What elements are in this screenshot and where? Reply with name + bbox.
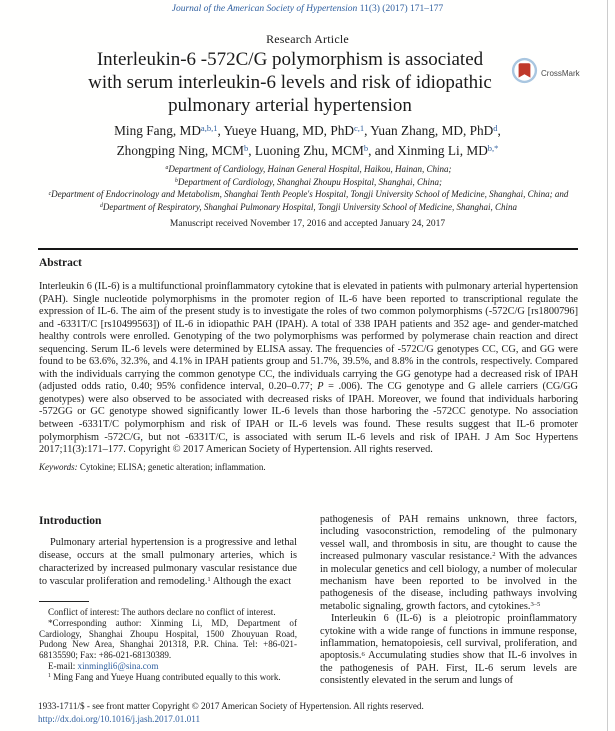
page-title bbox=[60, 48, 520, 117]
footnote-corresponding-author: *Corresponding author: Xinming Li, MD, Department of Cardiology, Shanghai Zhoupu Hospital, 1500 Zhouyuan Road, Pudong New Area, Shanghai 201318, P.R. China. Tel: +86-021-68135590; Fax: +86-021-68130389. bbox=[39, 617, 297, 661]
footnote-equal-contribution: $^1$ Ming Fang and Yueye Huang contributed equally to this work. bbox=[48, 671, 281, 682]
affiliation-b: $^b$Department of Cardiology, Shanghai Zhoupu Hospital, Shanghai, China; bbox=[174, 176, 443, 187]
footnote-conflict-of-interest: Conflict of interest: The authors declare no conflict of interest. bbox=[48, 607, 276, 617]
title-line-1: Interleukin-6 -572C/G polymorphism is associated bbox=[96, 49, 484, 70]
journal-citation: 11(3) (2017) 171–177 bbox=[357, 4, 444, 14]
crossmark-icon bbox=[511, 57, 538, 89]
abstract-divider-rule bbox=[38, 248, 578, 250]
crossmark-badge[interactable] bbox=[511, 57, 580, 89]
right-column bbox=[320, 514, 577, 688]
affiliation-d: $^d$Department of Respiratory, Shanghai Pulmonary Hospital, Tongji University School of Medicine, Shanghai, China bbox=[99, 201, 517, 212]
journal-name: Journal of the American Society of Hypertension bbox=[171, 4, 358, 14]
page-footer bbox=[38, 700, 578, 726]
abstract-text: Interleukin 6 (IL-6) is a multifunctional proinflammatory cytokine that is elevated in patients with pulmonary arterial hypertension (PAH). Single nucleotide polymorphisms in the promoter region of IL-6 have been reported to transcriptional regulate the expression of IL-6. The aim of the present study is to investigate the roles of two common polymorphisms (-572C/G [rs1800796] and -6331T/C [rs10499563]) of IL-6 in idiopathic PAH (IPAH). A total of 338 IPAH patients and 352 age- and gender-matched healthy controls were enrolled. Genotyping of the two polymorphisms was performed by polymerase chain reaction and direct sequencing. Serum IL-6 levels were determined by ELISA assay. The frequencies of -572C/G genotypes CC, CG, and GG were found to be 63.6%, 32.3%, and 4.1% in IPAH patients group and 51.7%, 39.5%, and 8.8% in the controls, respectively. Compared with the individuals carrying the common genotype CC, the individuals carrying the GG genotype had a decreased risk of IPAH (adjusted odds ratio, 0.40; 95% confidence interval, 0.20–0.77; P = .006). The CG genotype and G allele carriers (CG/GG genotypes) were also observed to be associated with decreased risks of IPAH. Moreover, we found that individuals harboring -572GG or GC genotype showed significantly lower IL-6 levels than those harboring the -572CC genotype. No association between -6331T/C polymorphism and risk of IPAH or IL-6 levels was found. These results suggest that IL-6 promoter polymorphism -572C/G, but not -6331T/C, is associated with serum IL-6 levels and risk of IPAH. J Am Soc Hypertens 2017;11(3):171–177. Copyright © 2017 American Society of Hypertension. All rights reserved. bbox=[39, 281, 578, 456]
doi-link[interactable]: http://dx.doi.org/10.1016/j.jash.2017.01.011 bbox=[38, 714, 201, 724]
article-type-label: Research Article bbox=[266, 32, 349, 46]
abstract-heading: Abstract bbox=[39, 257, 82, 269]
right-column-paragraph-2: Interleukin 6 (IL-6) is a pleiotropic proinflammatory cytokine with a wide range of functions in immune response, inflammation, hematopoiesis, cell survival, proliferation, and apoptosis.$^6$ Accumulating studies show that IL-6 involves in the pathogenesis of PAH. First, IL-6 serum levels are consistently elevated in the serum and lungs of bbox=[320, 613, 577, 687]
issn-copyright-line: 1933-1711/$ - see front matter Copyright © 2017 American Society of Hypertension. All rights reserved. bbox=[38, 701, 424, 711]
footnote-email-line bbox=[39, 661, 297, 672]
affiliation-c: $^c$Department of Endocrinology and Metabolism, Shanghai Tenth People's Hospital, Tongji University School of Medicine, Shanghai, China; and bbox=[48, 189, 569, 200]
introduction-heading: Introduction bbox=[39, 515, 102, 527]
keywords-text: Cytokine; ELISA; genetic alteration; inflammation. bbox=[77, 462, 266, 472]
footnote-rule bbox=[39, 601, 89, 602]
email-label: E-mail: bbox=[48, 660, 78, 671]
keywords-label: Keywords: bbox=[39, 462, 78, 472]
keywords-line bbox=[39, 462, 578, 472]
crossmark-label: CrossMark bbox=[541, 68, 580, 78]
title-line-3: pulmonary arterial hypertension bbox=[168, 95, 412, 116]
authors-line-2: Zhongping Ning, MCM$^b$, Luoning Zhu, MCM$^b$, and Xinming Li, $MD^{b,*}$ bbox=[116, 142, 499, 158]
affiliation-a: $^a$Department of Cardiology, Hainan General Hospital, Haikou, Hainan, China; bbox=[165, 164, 452, 174]
authors-line-1: Ming Fang, MD$^{a,b,1}$, Yueye Huang, MD, PhD$^{c,1}$, Yuan Zhang, MD, PhD$^d$, bbox=[114, 123, 501, 138]
manuscript-dates: Manuscript received November 17, 2016 and accepted January 24, 2017 bbox=[169, 219, 446, 229]
footnotes-block bbox=[39, 601, 297, 683]
introduction-paragraph: Pulmonary arterial hypertension is a progressive and lethal disease, occurs at the small pulmonary arteries, which is characterized by increased pulmonary vascular resistance due to vascular proliferation and remodeling.$^1$ Although the exact bbox=[39, 537, 297, 587]
page-edge-line bbox=[607, 0, 608, 731]
affiliations-block bbox=[39, 163, 578, 213]
left-column bbox=[39, 514, 297, 589]
authors-block bbox=[20, 121, 595, 160]
email-link[interactable]: xinmingli6@sina.com bbox=[77, 660, 159, 671]
journal-header bbox=[0, 4, 615, 14]
title-line-2: with serum interleukin-6 levels and risk of idiopathic bbox=[88, 72, 492, 93]
right-column-paragraph-1: pathogenesis of PAH remains unknown, three factors, including vasoconstriction, remodeling of the pulmonary vessel wall, and thrombosis in situ, are thought to cause the increased pulmonary vascular resistance.$^2$ With the advances in molecular genetics and cell biology, a number of molecular mechanism have been reported to be involved in the pathogenesis of the disease, including pathways involving metabolic signaling, growth factors, and cytokines.$^{3-5}$ bbox=[320, 514, 578, 612]
